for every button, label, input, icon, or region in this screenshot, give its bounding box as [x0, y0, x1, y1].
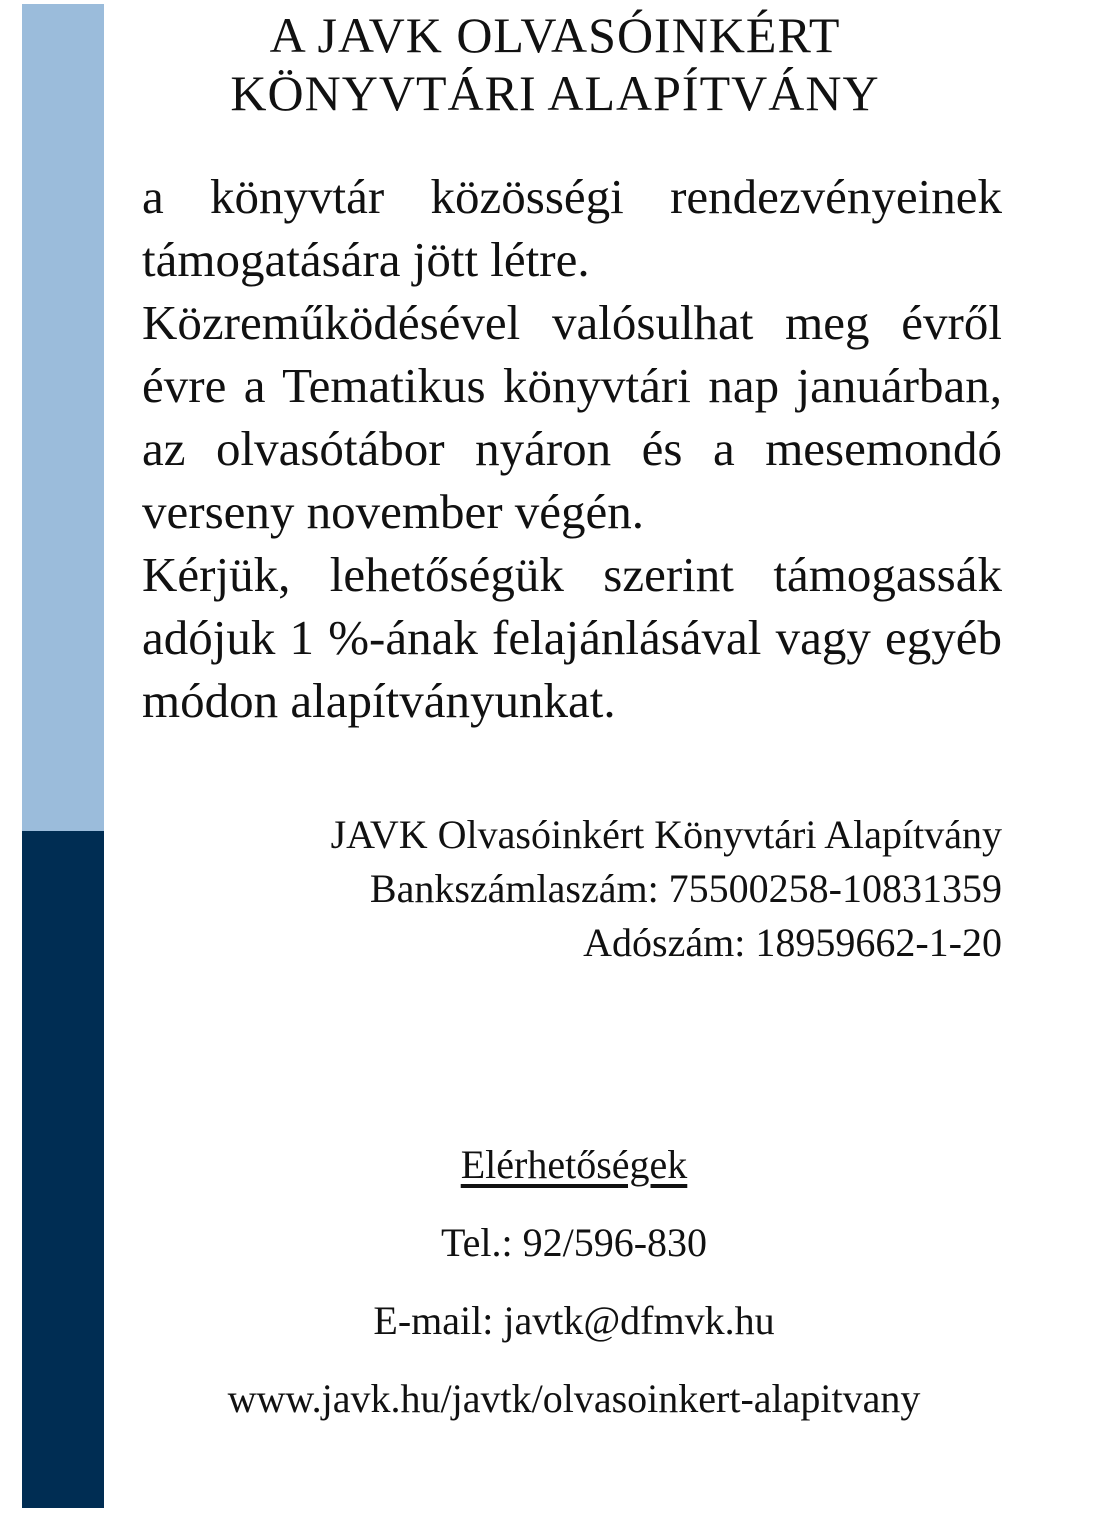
title-line-2: KÖNYVTÁRI ALAPÍTVÁNY: [230, 65, 880, 121]
contact-website: www.javk.hu/javtk/olvasoinkert-alapitvany: [227, 1376, 921, 1421]
tax-number: Adószám: 18959662-1-20: [583, 920, 1002, 965]
body-text: [142, 165, 1002, 732]
body-paragraph-2: Közreműködésével valósulhat meg évről évre a Tematikus könyvtári nap januárban, az olvasótábor nyáron és a mesemondó verseny november végén.: [142, 295, 1002, 539]
contacts-heading: Elérhetőségek: [460, 1142, 688, 1187]
body-paragraph-1: a könyvtár közösségi rendezvényeinek támogatására jött létre.: [142, 169, 1002, 287]
decorative-stripe-light: [22, 4, 104, 831]
decorative-stripe-dark: [22, 831, 104, 1508]
bank-account-number: Bankszámlaszám: 75500258-10831359: [369, 866, 1002, 911]
contacts-section: [140, 1138, 1008, 1426]
body-paragraph-3: Kérjük, lehetőségük szerint támogassák adójuk 1 %-ának felajánlásával vagy egyéb módon alapítványunkat.: [142, 547, 1002, 728]
foundation-name: JAVK Olvasóinkért Könyvtári Alapítvány: [330, 812, 1002, 857]
contact-phone: Tel.: 92/596-830: [440, 1220, 708, 1265]
contact-email: E-mail: javtk@dfmvk.hu: [373, 1298, 775, 1343]
page-title: [130, 6, 980, 122]
title-line-1: A JAVK OLVASÓINKÉRT: [269, 7, 841, 63]
bank-details: [331, 808, 1002, 970]
